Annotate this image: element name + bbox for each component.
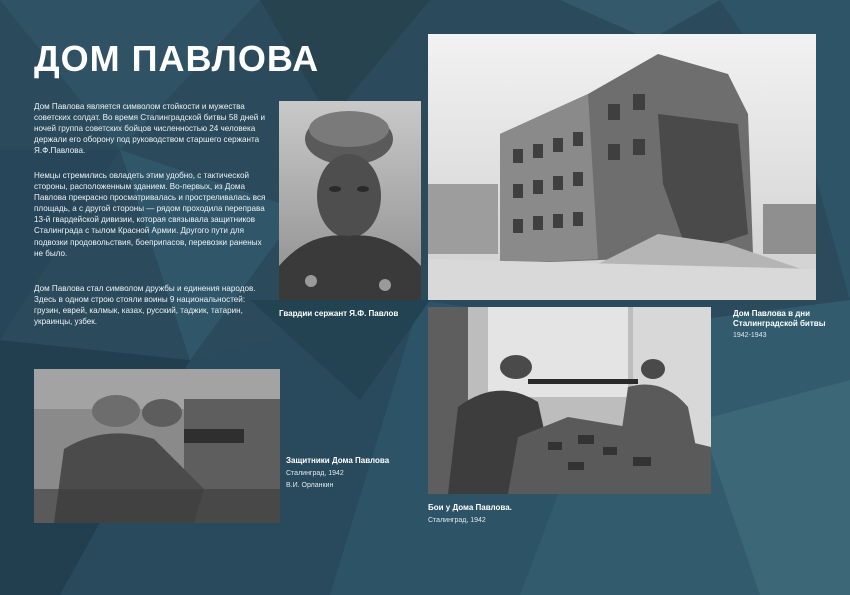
portrait-photo — [279, 101, 421, 300]
defenders-author: В.И. Орланкин — [286, 482, 334, 489]
defenders-place: Сталинград, 1942 — [286, 470, 344, 477]
battle-photo — [428, 307, 711, 494]
ruined-house-caption: Дом Павлова в дни Сталинградской битвы — [733, 309, 826, 328]
tactics-paragraph: Немцы стремились овладеть этим удобно, с тактической стороны, расположенным зданием. Во-первых, из Дома Павлова прекрасно просматривалась и простреливалась вся площадь, а с другой стороны — рядом проходила переправа 13-й гвардейской дивизии, которая связывала защитников Сталинграда с тылом Красной Армии. Другого пути для подвозки продовольствия, боеприпасов, перевозки раненых не было. — [34, 171, 266, 258]
defenders-photo — [34, 369, 280, 523]
battle-caption: Бои у Дома Павлова. — [428, 503, 512, 512]
portrait-caption: Гвардии сержант Я.Ф. Павлов — [279, 309, 399, 318]
friendship-paragraph: Дом Павлова стал символом дружбы и единения народов. Здесь в одном строю стояли воины 9 национальностей: грузин, еврей, калмык, казах, русский, таджик, татарин, украинцы, узбек. — [34, 284, 256, 327]
battle-place: Сталинград, 1942 — [428, 517, 486, 524]
intro-paragraph: Дом Павлова является символом стойкости и мужества советских солдат. Во время Сталинградской битвы 58 дней и ночей группа советских бойцов численностью 24 человека держали его оборону под руководством старшего сержанта Я.Ф.Павлова. — [34, 102, 266, 156]
page-title: ДОМ ПАВЛОВА — [34, 38, 320, 79]
defenders-caption: Защитники Дома Павлова — [286, 456, 390, 465]
ruined-house-photo — [428, 34, 816, 300]
ruined-house-date: 1942-1943 — [733, 332, 767, 339]
